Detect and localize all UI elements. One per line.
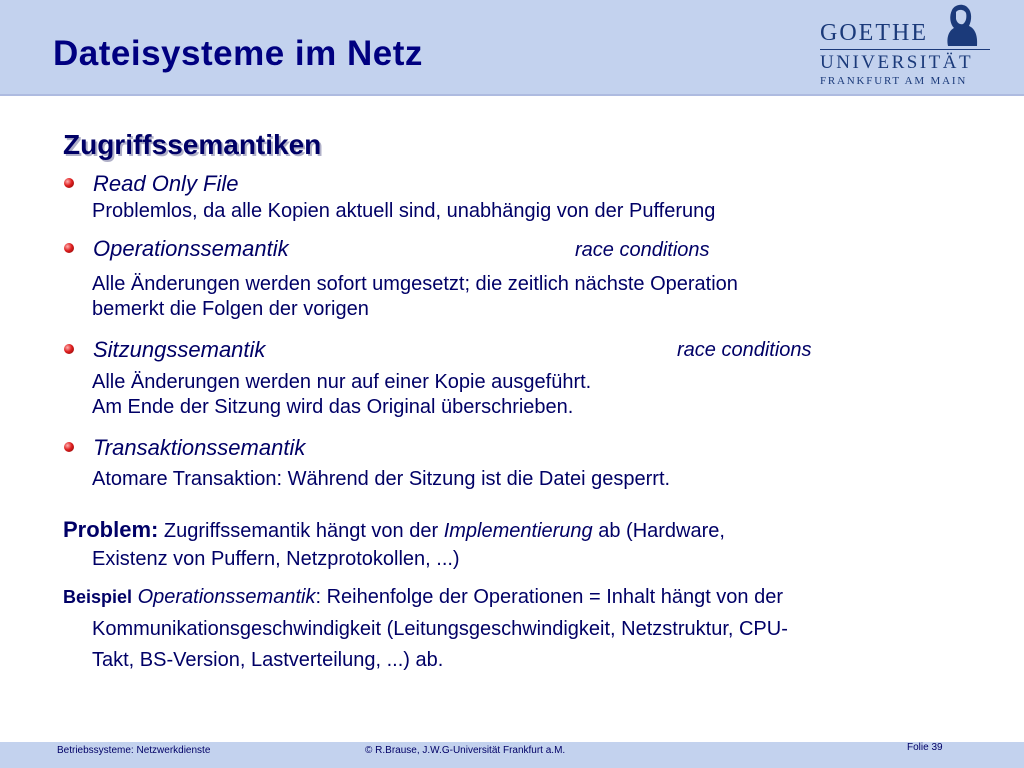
bullet-icon [64,178,74,188]
item-desc-operationssemantik-2: bemerkt die Folgen der vorigen [92,298,369,320]
item-term-sitzungssemantik: Sitzungssemantik [93,337,266,362]
logo-universitaet: UNIVERSITÄT [820,52,974,73]
problem-label: Problem: [63,517,159,542]
section-heading: Zugriffssemantiken [63,129,322,160]
item-note-operationssemantik: race conditions [575,239,710,261]
example-line-1 [63,586,783,609]
footer-copyright: © R.Brause, J.W.G-Universität Frankfurt a.M. [365,745,566,756]
slide-title: Dateisysteme im Netz [53,34,423,73]
example-emphasis: Operationssemantik [137,586,316,608]
logo-frankfurt: FRANKFURT AM MAIN [820,75,968,87]
logo-rule [820,49,990,50]
item-note-sitzungssemantik: race conditions [677,339,812,361]
item-desc-operationssemantik-1: Alle Änderungen werden sofort umgesetzt; die zeitlich nächste Operation [92,273,738,295]
footer-course: Betriebssysteme: Netzwerkdienste [57,745,211,756]
item-term-operationssemantik: Operationssemantik [93,236,289,261]
logo-goethe: GOETHE [820,20,928,46]
item-desc-sitzungssemantik-1: Alle Änderungen werden nur auf einer Kopie ausgeführt. [92,371,592,393]
bullet-icon [64,243,74,253]
example-line-3: Takt, BS-Version, Lastverteilung, ...) ab. [92,649,444,671]
problem-emphasis: Implementierung [443,520,593,542]
item-desc-read-only: Problemlos, da alle Kopien aktuell sind, unabhängig von der Pufferung [92,200,716,222]
problem-text-2: ab (Hardware, [598,520,725,542]
bullet-icon [64,442,74,452]
item-term-read-only: Read Only File [93,171,239,196]
example-text-1: : Reihenfolge der Operationen = Inhalt hängt von der [315,586,784,608]
problem-text-1: Zugriffssemantik hängt von der [163,520,439,542]
goethe-portrait-icon [930,2,986,48]
problem-line-2: Existenz von Puffern, Netzprotokollen, ...) [92,548,460,570]
item-term-transaktionssemantik: Transaktionssemantik [93,435,306,460]
footer-slide-number: Folie 39 [907,742,943,753]
item-desc-transaktionssemantik: Atomare Transaktion: Während der Sitzung ist die Datei gesperrt. [92,468,671,490]
item-desc-sitzungssemantik-2: Am Ende der Sitzung wird das Original überschrieben. [92,396,574,418]
example-label: Beispiel [63,587,133,607]
slide-footer [0,742,1024,768]
university-logo [814,2,1019,90]
example-line-2: Kommunikationsgeschwindigkeit (Leitungsgeschwindigkeit, Netzstruktur, CPU- [92,618,788,640]
bullet-icon [64,344,74,354]
slide-header [0,0,1024,96]
problem-line-1 [63,517,725,543]
